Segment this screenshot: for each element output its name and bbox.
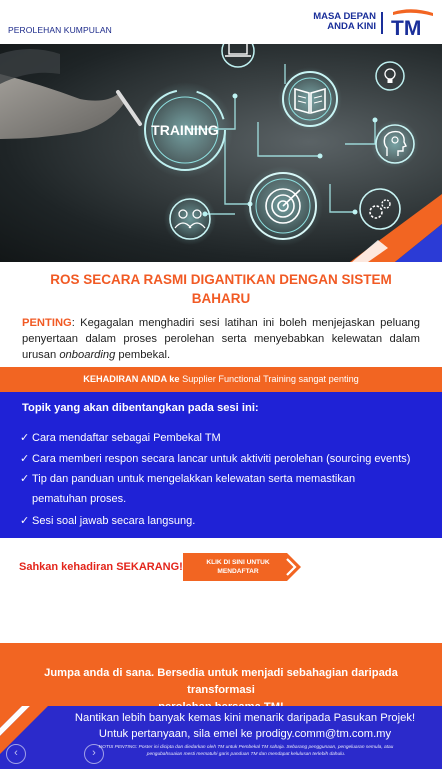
slogan-line-1: MASA DEPAN — [313, 11, 376, 22]
headline: ROS SECARA RASMI DIGANTIKAN DENGAN SISTEM BAHARU — [50, 272, 392, 306]
next-arrow-button[interactable] — [84, 744, 104, 764]
footer-notice — [56, 744, 436, 758]
topic-item — [20, 469, 432, 490]
check-icon: ✓ — [20, 432, 30, 444]
topic-text: Tip dan panduan untuk mengelakkan kelewatan serta memastikan — [32, 473, 356, 485]
check-icon: ✓ — [20, 473, 30, 485]
topics-title: Topik yang akan dibentangkan pada sesi ini: — [22, 402, 259, 414]
topics-box — [0, 392, 442, 538]
topic-item-continued — [20, 489, 432, 510]
register-button[interactable] — [183, 553, 301, 581]
header — [0, 0, 442, 44]
laptop-chart-icon — [222, 44, 254, 67]
footer-line-1: Nantikan lebih banyak kemas kini menarik daripada Pasukan Projek! — [74, 712, 416, 724]
register-line-1: KLIK DI SINI UNTUK — [206, 559, 270, 566]
closing-line-1: Jumpa anda di sana. Bersedia untuk menjadi sebahagian daripada transformasi — [44, 667, 398, 696]
band-text: Supplier Functional Training sangat penting — [179, 374, 359, 384]
brand-divider — [381, 12, 383, 34]
topic-item — [20, 511, 432, 532]
topic-text: Cara memberi respon secara lancar untuk aktiviti perolehan (sourcing events) — [32, 453, 411, 465]
topic-text: pematuhan proses. — [32, 493, 127, 505]
chevron-right-icon: › — [92, 747, 96, 759]
slogan-line-2: ANDA KINI — [327, 21, 376, 32]
closing-band — [0, 643, 442, 706]
notice-line-2: pengubahsuaian mesti mematuhi garis panduan TM dan mendapat kelulusan terlebih dahulu. — [146, 752, 346, 757]
target-icon — [243, 166, 323, 246]
hero-image — [0, 44, 442, 262]
footer-email-text[interactable]: Untuk pertanyaan, sila emel ke prodigy.comm@tm.com.my — [98, 728, 392, 740]
check-icon: ✓ — [20, 453, 30, 465]
training-text: TRAINING — [151, 122, 219, 138]
warning-text-1: : Kegagalan menghadiri sesi latihan ini boleh menjejaskan peluang penyertaan dalam proses perolehan serta menyebabkan kelewatan dalam urusan — [22, 317, 420, 361]
check-icon: ✓ — [20, 515, 30, 527]
hero-illustration — [0, 44, 442, 262]
notice-line-1: NOTIS PENTING: Poster ini dicipta dan diedarkan oleh TM untuk Pembekal TM sahaja. Sebarang penggunaan, pengeluaran semula, atau — [98, 745, 394, 750]
brand-slogan — [312, 12, 376, 32]
tm-logo-text: TM — [391, 17, 422, 37]
topic-item — [20, 449, 432, 470]
register-button-label — [189, 558, 287, 576]
topic-text: Cara mendaftar sebagai Pembekal TM — [32, 432, 221, 444]
lightbulb-icon — [376, 62, 404, 90]
prev-arrow-button[interactable] — [6, 744, 26, 764]
warning-label: PENTING — [22, 317, 72, 329]
topic-item — [20, 428, 432, 449]
people-icon — [164, 193, 216, 245]
tm-logo — [387, 9, 437, 37]
warning-italic: onboarding — [59, 348, 116, 361]
footer — [0, 706, 442, 769]
book-icon — [278, 67, 342, 131]
warning-text-2: pembekal. — [115, 348, 171, 361]
topic-text: Sesi soal jawab secara langsung. — [32, 515, 196, 527]
chevron-left-icon: ‹ — [14, 747, 18, 759]
band-bold: KEHADIRAN ANDA ke — [83, 374, 180, 384]
header-label: PEROLEHAN KUMPULAN — [8, 25, 112, 35]
warning-paragraph — [22, 316, 420, 363]
attendance-band — [0, 367, 442, 392]
head-cogs-icon — [371, 120, 419, 168]
footer-line-2 — [50, 728, 440, 740]
register-line-2: MENDAFTAR — [217, 568, 259, 575]
cta-label: Sahkan kehadiran SEKARANG! — [19, 561, 183, 573]
